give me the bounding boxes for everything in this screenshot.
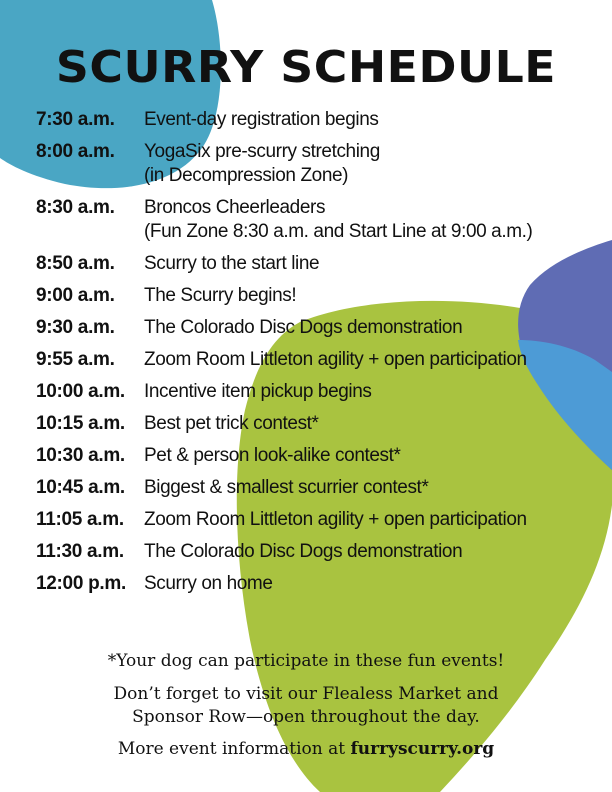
schedule-row [36,196,596,244]
schedule-time: 10:15 a.m. [36,413,125,434]
schedule-row [36,108,596,132]
schedule-event [144,380,372,404]
schedule-row [36,412,596,436]
schedule-event [144,284,296,308]
schedule-time: 9:55 a.m. [36,349,115,370]
schedule-time: 10:30 a.m. [36,445,125,466]
schedule-row [36,540,596,564]
schedule-event-title: The Scurry begins! [144,285,297,306]
schedule-event [144,140,380,188]
schedule-event-title: The Colorado Disc Dogs demonstration [144,317,463,338]
visit-note [0,683,612,729]
schedule-event-title: Event-day registration begins [144,109,379,130]
schedule-event-title: Zoom Room Littleton agility + open participation [144,349,527,370]
schedule-event-title: The Colorado Disc Dogs demonstration [144,541,463,562]
schedule-event [144,348,527,372]
schedule-event [144,412,319,436]
visit-line-1: Don’t forget to visit our Flealess Market and [113,684,499,704]
schedule-event [144,540,462,564]
schedule-row [36,380,596,404]
schedule-event-title: Best pet trick contest* [144,413,319,434]
visit-line-2: Sponsor Row—open throughout the day. [132,707,480,727]
schedule-event [144,508,527,532]
schedule-row [36,140,596,188]
schedule-row [36,316,596,340]
schedule-time: 9:00 a.m. [36,285,115,306]
schedule-event-title: Scurry on home [144,573,273,594]
schedule-time: 8:30 a.m. [36,197,115,218]
schedule-time: 11:05 a.m. [36,509,124,530]
schedule-event [144,572,273,596]
schedule-event-detail: (in Decompression Zone) [144,165,349,186]
schedule-row [36,476,596,500]
schedule-row [36,284,596,308]
schedule-time: 7:30 a.m. [36,109,115,130]
schedule-list [36,108,596,604]
schedule-event [144,196,532,244]
schedule-event [144,316,462,340]
schedule-row [36,252,596,276]
website-link[interactable]: furryscurry.org [350,739,495,759]
schedule-event [144,476,428,500]
more-info-text: More event information at [117,739,351,759]
schedule-time: 9:30 a.m. [36,317,115,338]
schedule-event [144,444,401,468]
schedule-event-detail: (Fun Zone 8:30 a.m. and Start Line at 9:00 a.m.) [144,221,533,242]
schedule-time: 11:30 a.m. [36,541,124,562]
footnote: *Your dog can participate in these fun events! [107,651,505,671]
schedule-time: 10:00 a.m. [36,381,125,402]
more-info [0,739,612,759]
schedule-event-title: Incentive item pickup begins [144,381,372,402]
schedule-time: 10:45 a.m. [36,477,125,498]
schedule-time: 8:00 a.m. [36,141,115,162]
schedule-event [144,108,378,132]
page-title: SCURRY SCHEDULE [55,42,557,93]
schedule-event-title: Biggest & smallest scurrier contest* [144,477,429,498]
schedule-event-title: Broncos Cheerleaders [144,197,326,218]
schedule-event-title: Zoom Room Littleton agility + open participation [144,509,527,530]
schedule-row [36,444,596,468]
schedule-time: 8:50 a.m. [36,253,115,274]
schedule-row [36,572,596,596]
schedule-row [36,348,596,372]
schedule-event-title: Pet & person look-alike contest* [144,445,401,466]
schedule-event-title: Scurry to the start line [144,253,320,274]
schedule-row [36,508,596,532]
schedule-event [144,252,319,276]
schedule-time: 12:00 p.m. [36,573,126,594]
schedule-event-title: YogaSix pre-scurry stretching [144,141,380,162]
